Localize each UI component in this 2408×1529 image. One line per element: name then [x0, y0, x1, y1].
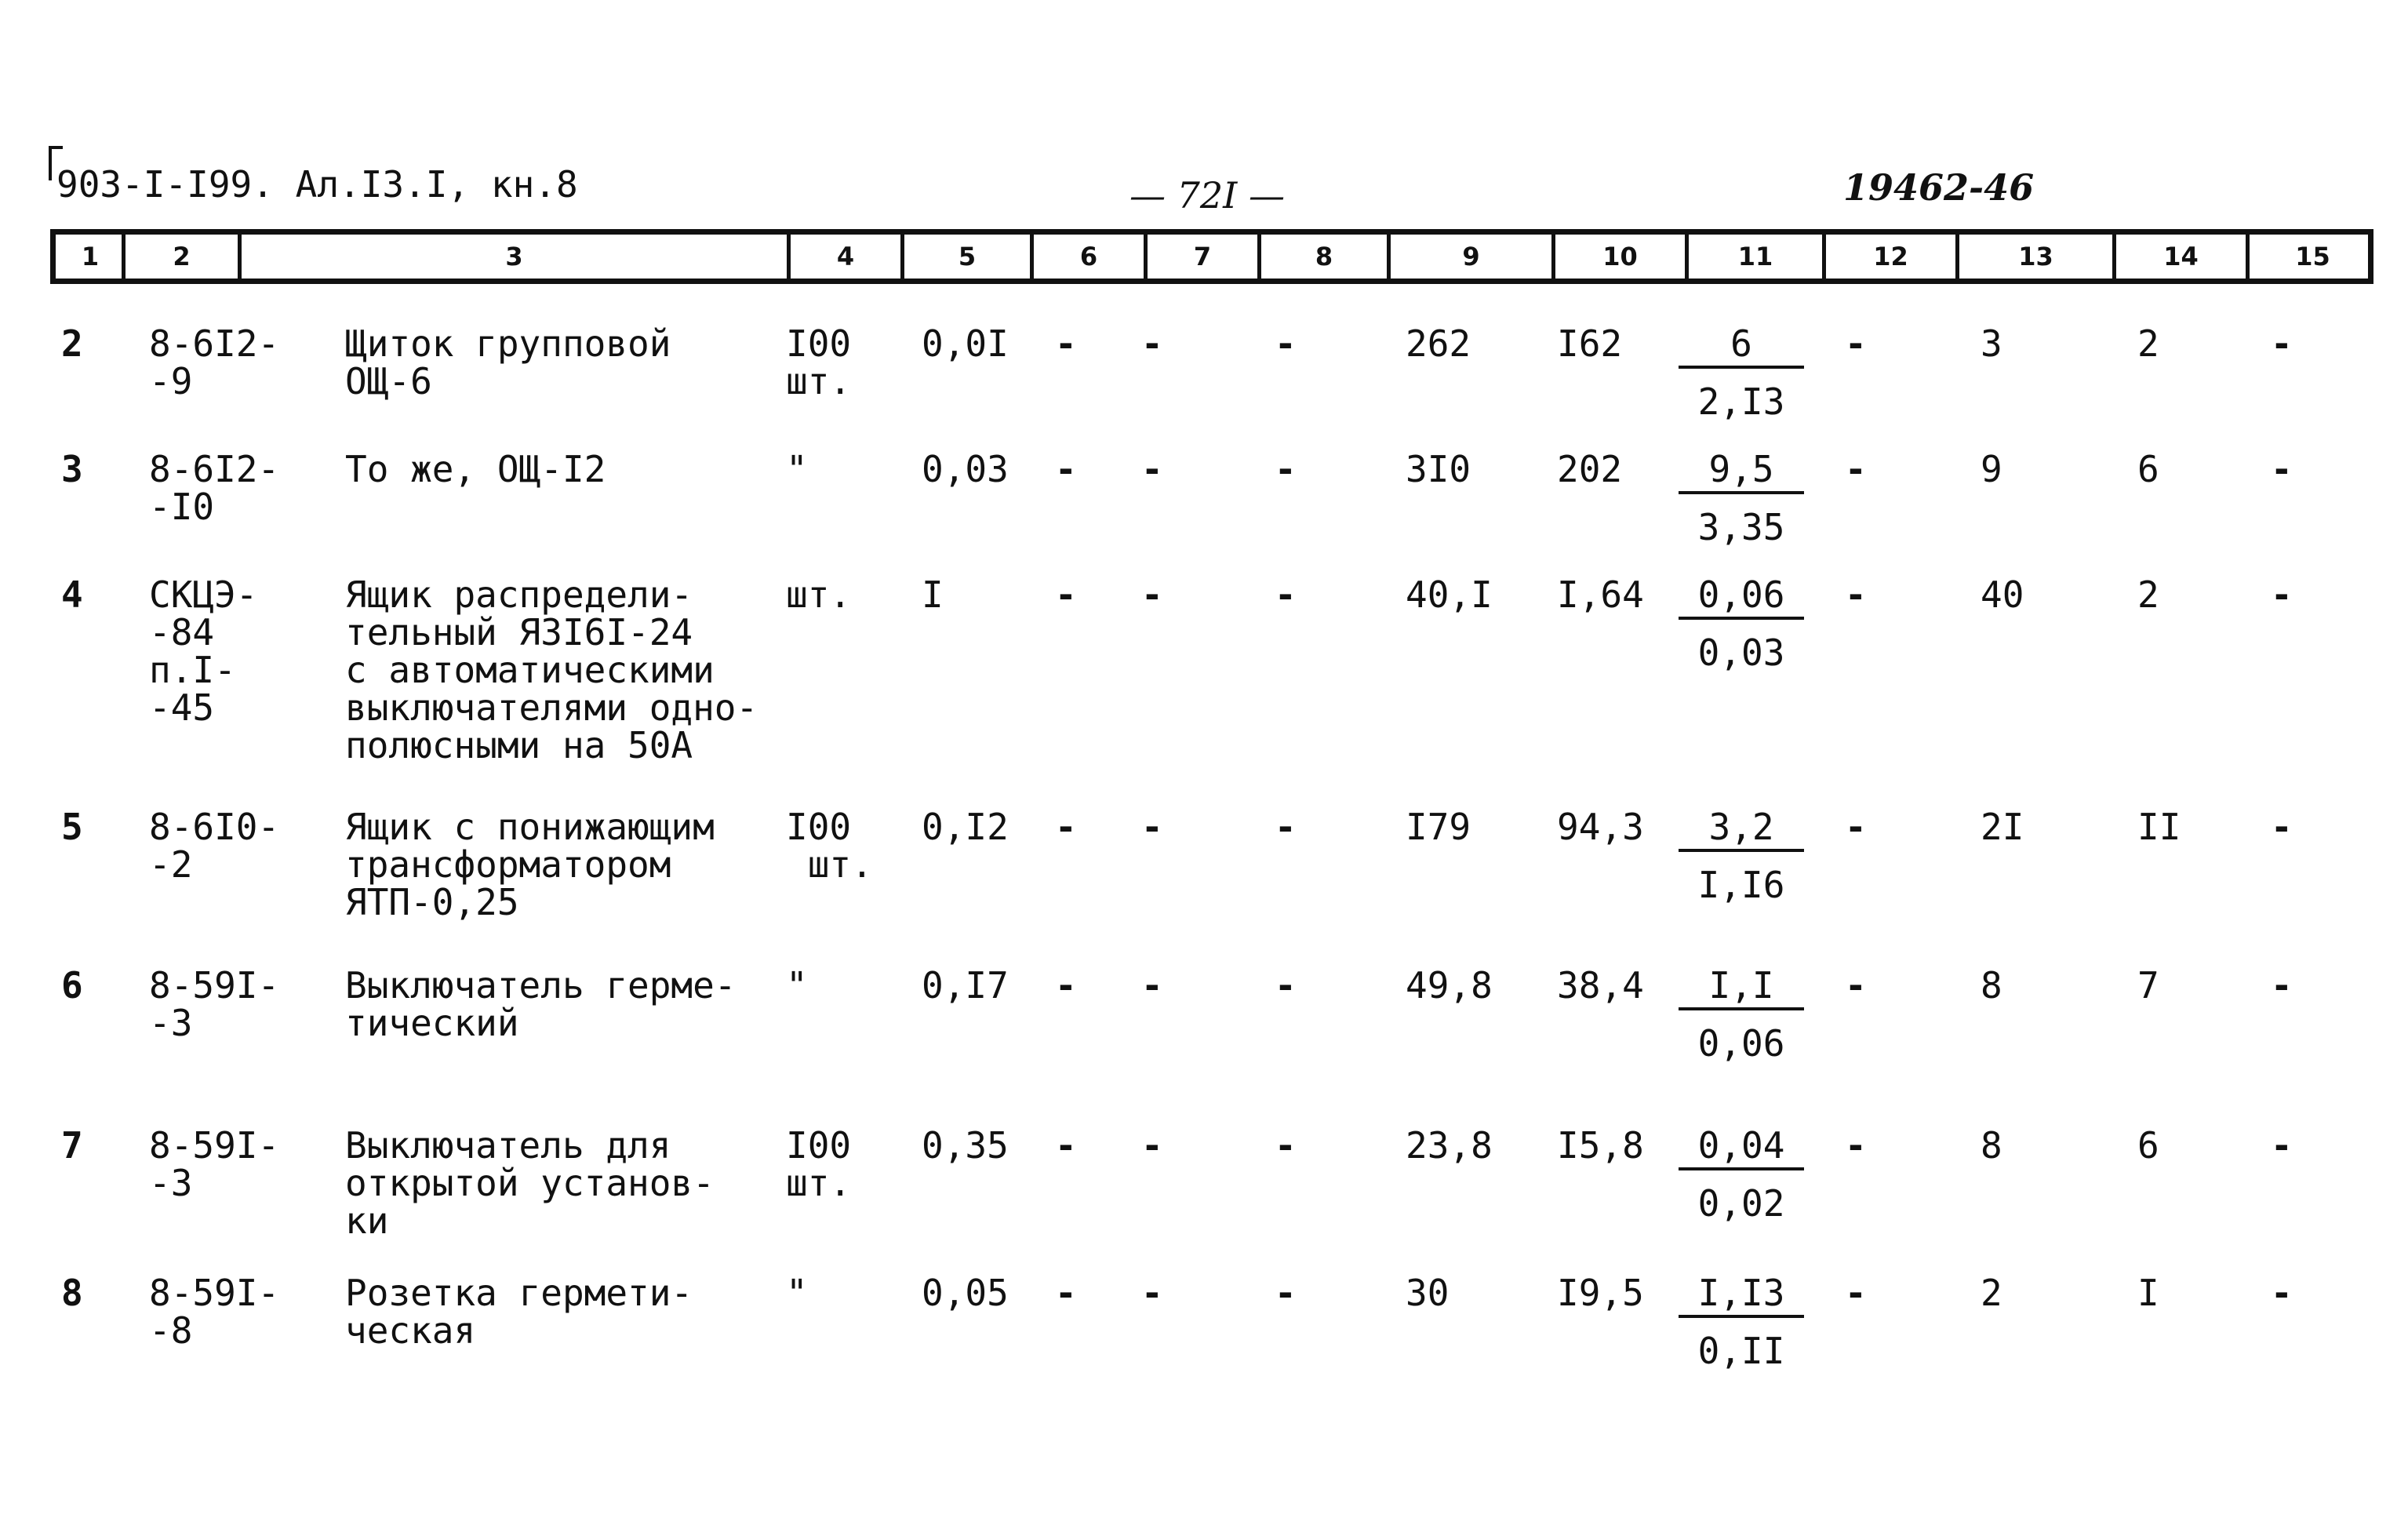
cell-c15: - [2271, 322, 2293, 365]
cell-c12: - [1845, 1124, 1867, 1167]
fraction-numerator: I,I [1679, 967, 1804, 1010]
cell-c7: - [1141, 806, 1163, 848]
fraction-denominator: 0,II [1697, 1330, 1785, 1372]
cell-n: 8 [61, 1272, 83, 1314]
cell-n: 7 [61, 1124, 83, 1167]
cell-c7: - [1141, 448, 1163, 490]
document-code: 903-I-I99. Ал.I3.I, кн.8 [56, 163, 578, 206]
cell-c9: 23,8 [1406, 1124, 1493, 1167]
cell-c8: - [1275, 964, 1297, 1007]
fraction-numerator: 0,06 [1679, 576, 1804, 620]
cell-name: То же, ОЩ-I2 [345, 448, 606, 490]
cell-code: 8-59I- -3 [149, 964, 280, 1044]
cell-qty: 0,05 [922, 1272, 1009, 1314]
cell-c6: - [1055, 964, 1077, 1007]
cell-c8: - [1275, 448, 1297, 490]
cell-c8: - [1275, 1124, 1297, 1167]
column-header-6: 6 [1030, 235, 1144, 278]
cell-c7: - [1141, 1124, 1163, 1167]
cell-c9: I79 [1406, 806, 1471, 848]
cell-c14: 6 [2137, 448, 2159, 490]
cell-c7: - [1141, 1272, 1163, 1314]
cell-qty: 0,35 [922, 1124, 1009, 1167]
cell-c12: - [1845, 1272, 1867, 1314]
cell-unit: I00 шт. [786, 1124, 852, 1204]
cell-code: 8-59I- -3 [149, 1124, 280, 1204]
cell-11-fraction [1679, 1274, 1804, 1370]
fraction-numerator: 0,04 [1679, 1127, 1804, 1170]
column-header-2: 2 [122, 235, 238, 278]
cell-c13: 8 [1981, 1124, 2002, 1167]
cell-c8: - [1275, 322, 1297, 365]
cell-11-fraction [1679, 964, 1804, 1065]
cell-c12: - [1845, 964, 1867, 1007]
fraction-denominator: 3,35 [1697, 506, 1785, 548]
column-header-14: 14 [2112, 235, 2246, 278]
cell-c6: - [1055, 1124, 1077, 1167]
fraction-numerator: I,I3 [1679, 1274, 1804, 1318]
cell-c13: 3 [1981, 322, 2002, 365]
cell-unit: шт. [786, 573, 852, 616]
cell-c7: - [1141, 573, 1163, 616]
column-header-3: 3 [238, 235, 787, 278]
cell-unit: " [786, 1272, 808, 1314]
cell-c13: 2 [1981, 1272, 2002, 1314]
cell-c12: - [1845, 448, 1867, 490]
cell-n: 4 [61, 573, 83, 616]
cell-unit: " [786, 448, 808, 490]
cell-c12: - [1845, 806, 1867, 848]
column-header-1: 1 [81, 242, 100, 271]
cell-c9: 30 [1406, 1272, 1450, 1314]
cell-c15: - [2271, 964, 2293, 1007]
cell-n: 3 [61, 448, 83, 490]
cell-c14: 7 [2137, 964, 2159, 1007]
cell-c13: 40 [1981, 573, 2024, 616]
column-header-row [50, 229, 2373, 284]
cell-n: 6 [61, 964, 83, 1007]
column-header-10: 10 [1551, 235, 1685, 278]
cell-c12: - [1845, 573, 1867, 616]
cell-name: Розетка гермети- ческая [345, 1272, 693, 1352]
cell-qty: 0,0I [922, 322, 1009, 365]
cell-code: 8-59I- -8 [149, 1272, 280, 1352]
cell-c13: 8 [1981, 964, 2002, 1007]
cell-c9: 262 [1406, 322, 1471, 365]
cell-c9: 49,8 [1406, 964, 1493, 1007]
column-header-8: 8 [1257, 235, 1387, 278]
cell-name: Щиток групповой ОЩ-6 [345, 322, 671, 402]
cell-11-fraction [1679, 1124, 1804, 1225]
fraction-numerator: 3,2 [1679, 808, 1804, 852]
cell-code: 8-6I2- -I0 [149, 448, 280, 528]
cell-c10: I9,5 [1557, 1272, 1644, 1314]
inventory-number: 19462-46 [1843, 166, 2035, 209]
cell-c10: I,64 [1557, 573, 1644, 616]
cell-c10: I62 [1557, 322, 1623, 365]
cell-qty: 0,03 [922, 448, 1009, 490]
cell-c14: I [2137, 1272, 2159, 1314]
column-header-13: 13 [1955, 235, 2112, 278]
column-header-4: 4 [787, 235, 900, 278]
page-number: — 72I — [1129, 174, 1285, 217]
cell-c6: - [1055, 573, 1077, 616]
cell-c15: - [2271, 806, 2293, 848]
column-header-15: 15 [2246, 235, 2376, 278]
fraction-denominator: 2,I3 [1697, 380, 1785, 423]
cell-11-fraction [1679, 322, 1804, 423]
cell-c10: 202 [1557, 448, 1623, 490]
cell-unit: " [786, 964, 808, 1007]
cell-c6: - [1055, 322, 1077, 365]
cell-code: СКЦЭ- -84 п.I- -45 [149, 573, 258, 729]
cell-c10: I5,8 [1557, 1124, 1644, 1167]
fraction-numerator: 9,5 [1679, 450, 1804, 494]
cell-c12: - [1845, 322, 1867, 365]
cell-11-fraction [1679, 808, 1804, 904]
cell-c6: - [1055, 448, 1077, 490]
cell-c8: - [1275, 806, 1297, 848]
cell-c15: - [2271, 1124, 2293, 1167]
cell-c14: II [2137, 806, 2181, 848]
cell-c7: - [1141, 964, 1163, 1007]
cell-code: 8-6I2- -9 [149, 322, 280, 402]
cell-c15: - [2271, 573, 2293, 616]
cell-c10: 38,4 [1557, 964, 1644, 1007]
cell-11-fraction [1679, 573, 1804, 674]
fraction-denominator: I,I6 [1697, 864, 1785, 906]
column-header-5: 5 [900, 235, 1030, 278]
cell-c13: 9 [1981, 448, 2002, 490]
cell-unit: I00 шт. [786, 322, 852, 402]
cell-qty: 0,I7 [922, 964, 1009, 1007]
fraction-denominator: 0,03 [1697, 632, 1785, 674]
cell-qty: I [922, 573, 944, 616]
fraction-numerator: 6 [1679, 325, 1804, 369]
cell-n: 2 [61, 322, 83, 365]
cell-c8: - [1275, 573, 1297, 616]
cell-c14: 2 [2137, 322, 2159, 365]
cell-c14: 2 [2137, 573, 2159, 616]
cell-c15: - [2271, 1272, 2293, 1314]
cell-c14: 6 [2137, 1124, 2159, 1167]
cell-c7: - [1141, 322, 1163, 365]
cell-unit: I00 шт. [786, 806, 873, 886]
cell-c6: - [1055, 806, 1077, 848]
column-header-9: 9 [1387, 235, 1551, 278]
fraction-denominator: 0,06 [1697, 1022, 1785, 1065]
cell-name: Выключатель для открытой установ- ки [345, 1124, 715, 1242]
cell-name: Ящик с понижающим трансформатором ЯТП-0,25 [345, 806, 715, 923]
cell-c9: 40,I [1406, 573, 1493, 616]
column-header-7: 7 [1144, 235, 1257, 278]
cell-name: Выключатель герме- тический [345, 964, 737, 1044]
cell-c10: 94,3 [1557, 806, 1644, 848]
cell-code: 8-6I0- -2 [149, 806, 280, 886]
column-header-12: 12 [1822, 235, 1955, 278]
cell-c13: 2I [1981, 806, 2024, 848]
cell-c8: - [1275, 1272, 1297, 1314]
cell-name: Ящик распредели- тельный ЯЗI6I-24 с автоматическими выключателями одно- полюсными на 50А [345, 573, 758, 766]
cell-n: 5 [61, 806, 83, 848]
cell-qty: 0,I2 [922, 806, 1009, 848]
cell-c6: - [1055, 1272, 1077, 1314]
cell-c15: - [2271, 448, 2293, 490]
fraction-denominator: 0,02 [1697, 1182, 1785, 1225]
column-header-11: 11 [1685, 235, 1822, 278]
cell-c9: 3I0 [1406, 448, 1471, 490]
cell-11-fraction [1679, 450, 1804, 546]
